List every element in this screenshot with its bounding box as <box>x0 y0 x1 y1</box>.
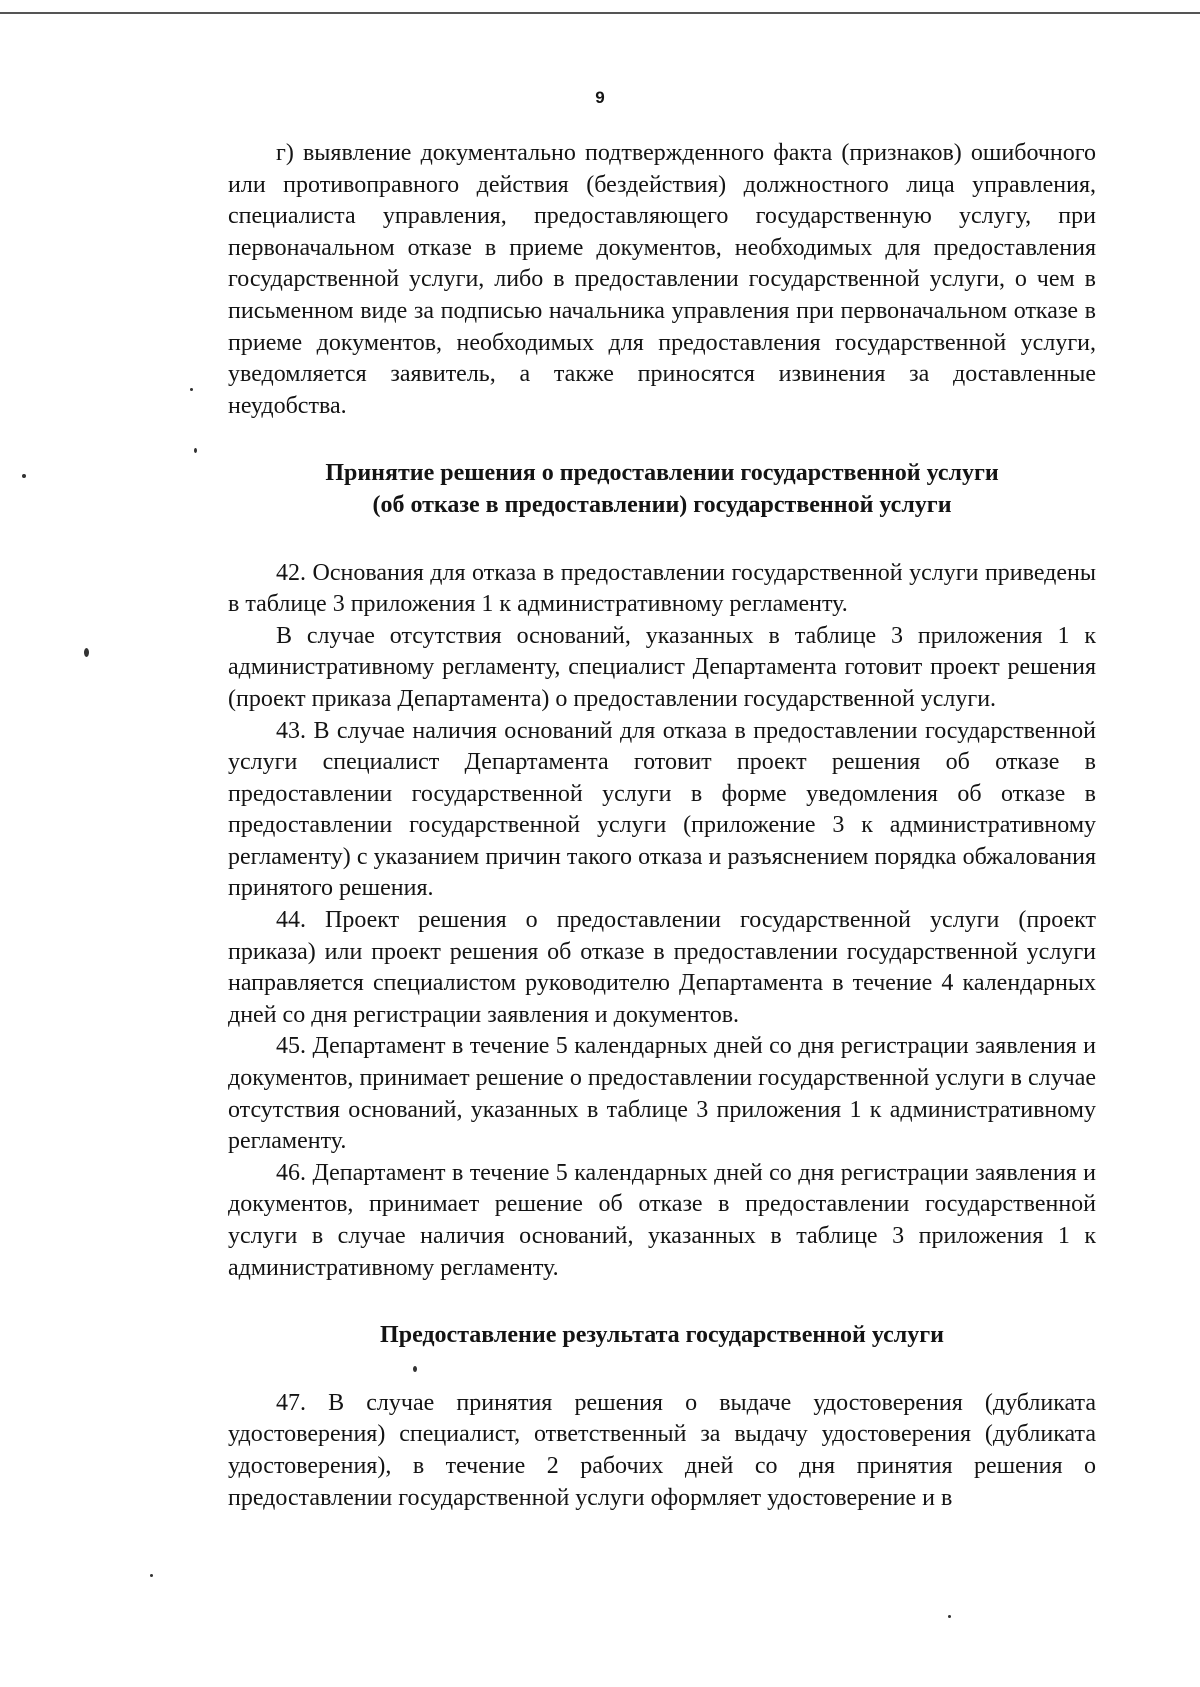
section-heading-decision <box>228 458 1096 521</box>
paragraph-46: 46. Департамент в течение 5 календарных дней со дня регистрации заявления и документов, принимает решение об отказе в предоставлении государственной услуги в случае наличия оснований, указанных в таблице 3 приложения 1 к административному регламенту. <box>228 1159 1096 1281</box>
scan-speck <box>413 1366 417 1372</box>
scan-speck <box>22 474 26 478</box>
paragraph-47: 47. В случае принятия решения о выдаче удостоверения (дубликата удостоверения) специалист, ответственный за выдачу удостоверения (дубликата удостоверения), в течение 2 рабочих дней со дня принятия решения о предоставлении государственной услуги оформляет удостоверение и в <box>228 1389 1096 1511</box>
paragraph-43: 43. В случае наличия оснований для отказа в предоставлении государственной услуги специалист Департамента готовит проект решения об отказе в предоставлении государственной услуги в форме уведомления об отказе в предоставлении государственной услуги (приложение 3 к административному регламенту) с указанием причин такого отказа и разъяснением порядка обжалования принятого решения. <box>228 717 1096 902</box>
paragraph-45: 45. Департамент в течение 5 календарных дней со дня регистрации заявления и документов, принимает решение о предоставлении государственной услуги в случае отсутствия оснований, указанных в таблице 3 приложения 1 к административному регламенту. <box>228 1033 1096 1155</box>
section-heading-result-line-1: Предоставление результата государственной услуги <box>380 1322 944 1349</box>
top-rule <box>0 12 1200 14</box>
scan-speck <box>84 648 89 657</box>
document-body <box>228 138 1096 1514</box>
paragraph-44: 44. Проект решения о предоставлении государственной услуги (проект приказа) или проект решения об отказе в предоставлении государственной услуги направляется специалистом руководителю Департамента в течение 4 календарных дней со дня регистрации заявления и документов. <box>228 907 1096 1028</box>
section-heading-result <box>228 1320 1096 1352</box>
paragraph-42-continued: В случае отсутствия оснований, указанных в таблице 3 приложения 1 к административному регламенту, специалист Департамента готовит проект решения (проект приказа Департамента) о предоставлении государственной услуги. <box>228 622 1096 712</box>
paragraph-42: 42. Основания для отказа в предоставлении государственной услуги приведены в таблице 3 приложения 1 к административному регламенту. <box>228 559 1096 618</box>
section-heading-decision-line-1: Принятие решения о предоставлении государственной услуги <box>325 460 999 487</box>
scan-speck <box>194 448 197 453</box>
page-number: 9 <box>595 88 605 107</box>
scan-speck <box>190 388 193 391</box>
scan-speck <box>948 1615 951 1618</box>
scan-speck <box>150 1574 153 1577</box>
paragraph-g: г) выявление документально подтвержденного факта (признаков) ошибочного или противоправного действия (бездействия) должностного лица управления, специалиста управления, предоставляющего государственную услугу, при первоначальном отказе в приеме документов, необходимых для предоставления государственной услуги, либо в предоставлении государственной услуги, о чем в письменном виде за подписью начальника управления при первоначальном отказе в приеме документов, необходимых для предоставления государственной услуги, уведомляется заявитель, а также приносятся извинения за доставленные неудобства. <box>228 140 1096 419</box>
section-heading-decision-line-2: (об отказе в предоставлении) государственной услуги <box>372 491 952 518</box>
